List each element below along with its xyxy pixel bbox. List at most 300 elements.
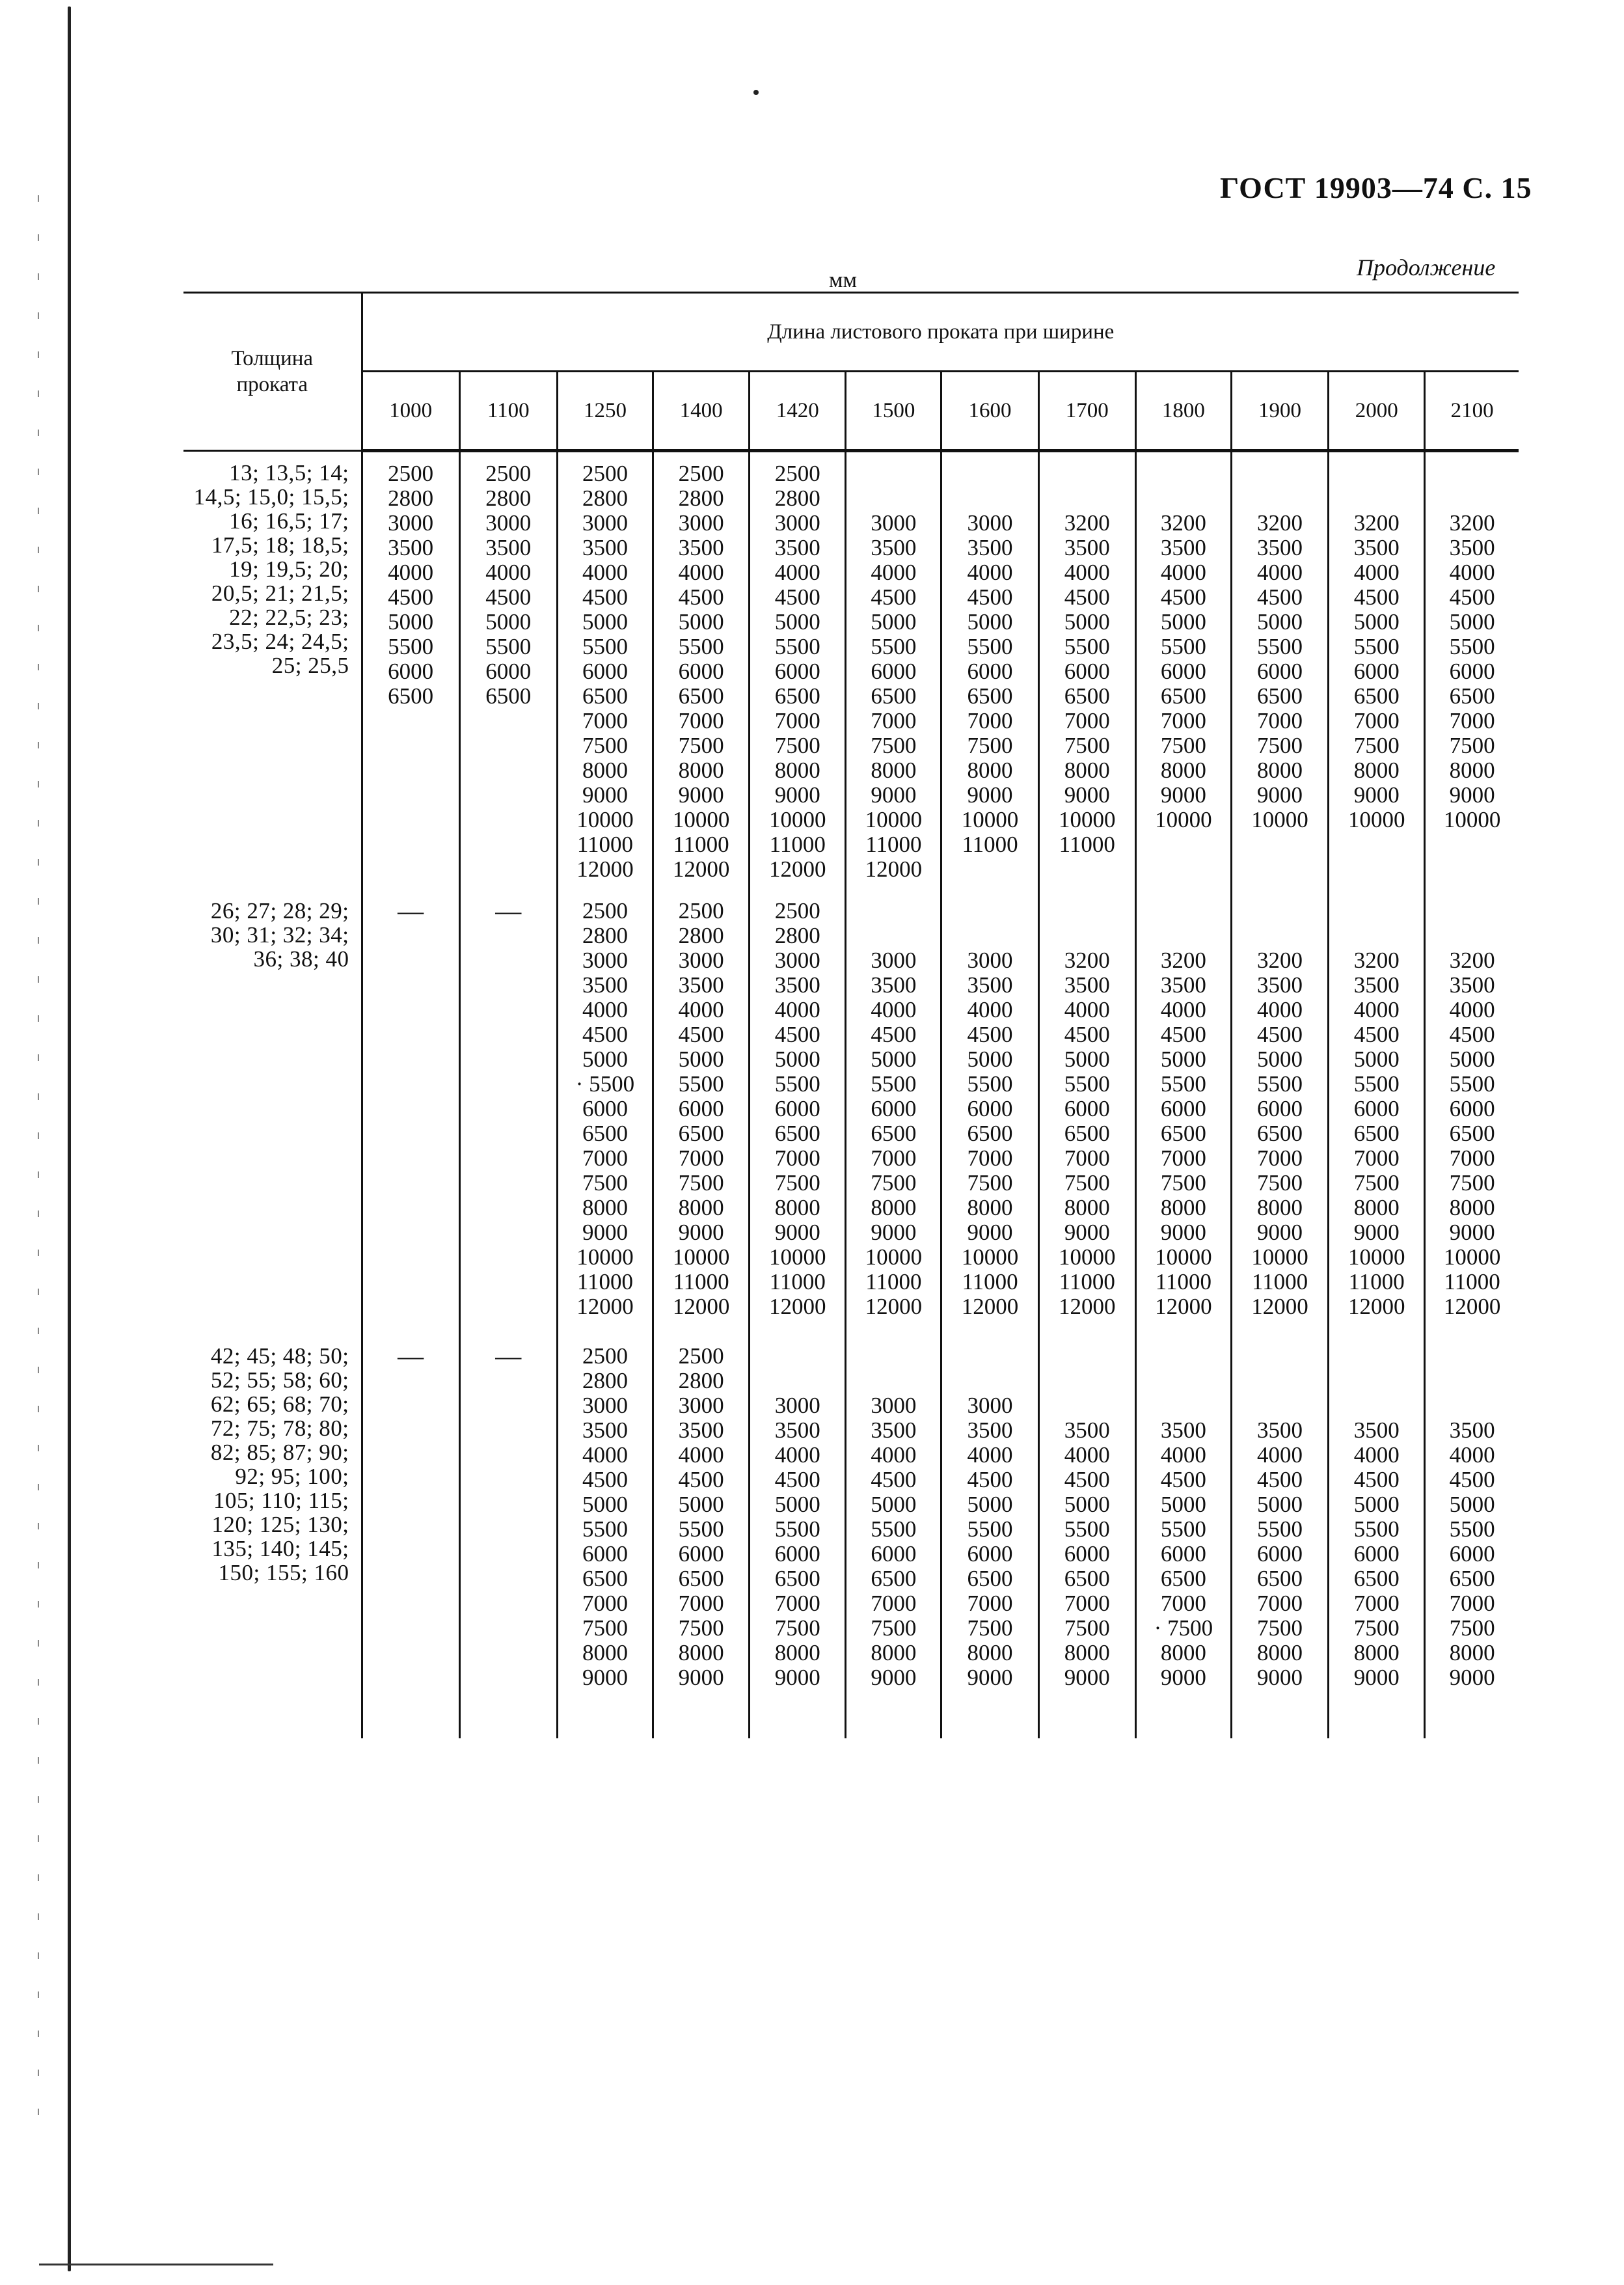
length-cell [1038,1335,1135,1738]
length-value: 5000 [774,1492,820,1517]
length-value: 2500 [582,461,628,486]
length-value: 9000 [582,782,628,808]
length-value: 11000 [1251,1269,1308,1294]
length-value: 4500 [774,584,820,610]
length-value: 5500 [1064,634,1110,659]
scan-dot [753,90,759,95]
length-value: 11000 [769,832,826,857]
length-value: 6000 [1257,1096,1303,1121]
length-value: 5000 [871,1047,917,1072]
length-value [1426,1369,1519,1393]
length-value [1232,1369,1327,1393]
length-value: 9000 [678,782,724,808]
length-value: 10000 [961,1244,1019,1270]
length-value: 4500 [1353,1467,1400,1492]
length-value: 7000 [871,1591,917,1616]
length-value: 4000 [1064,1442,1110,1468]
length-value: 5500 [871,1516,917,1542]
length-value: 7000 [1353,708,1400,733]
length-value: 10000 [865,807,923,832]
thickness-line: 42; 45; 48; 50; [210,1343,349,1369]
length-value: 11000 [865,1269,922,1294]
length-value: 3500 [1064,1417,1110,1443]
length-value: 7000 [1353,1145,1400,1171]
length-value: 5000 [678,1047,724,1072]
length-value [1232,1393,1327,1418]
length-value: 6500 [1160,1121,1206,1146]
thickness-line: 25; 25,5 [271,653,349,678]
length-value: 9000 [1449,782,1495,808]
length-value: 10000 [576,1244,634,1270]
length-value: 6500 [1257,683,1303,709]
length-value: 5000 [1353,609,1400,635]
length-value: 6000 [485,659,532,684]
length-value: 8000 [1257,758,1303,783]
length-value: 4000 [1064,560,1110,585]
length-value: 3500 [1160,972,1206,998]
length-value: 4500 [1064,1022,1110,1047]
length-value: 5500 [774,634,820,659]
length-value: 5500 [678,1516,724,1542]
length-value: 3200 [1064,948,1110,973]
length-value: 12000 [865,1294,923,1319]
length-value: 6000 [582,659,628,684]
length-value: 5500 [774,1516,820,1542]
thickness-line: 19; 19,5; 20; [229,556,349,582]
length-value: 5000 [1449,609,1495,635]
length-value: 6000 [1064,1096,1110,1121]
length-value: 6500 [1160,683,1206,709]
length-value [1137,461,1230,486]
length-value: 4500 [871,584,917,610]
length-value: 4000 [1064,997,1110,1022]
length-value: 4500 [1064,584,1110,610]
length-value: 5000 [485,609,532,635]
length-value: 3000 [774,510,820,536]
length-value: 6000 [967,1541,1013,1567]
length-value: 5000 [1257,609,1303,635]
length-value: 7500 [1449,733,1495,758]
length-value: 7500 [967,1615,1013,1641]
length-value: 6500 [967,683,1013,709]
length-value: 4500 [582,584,628,610]
length-value [1137,899,1230,924]
length-cell [653,1335,750,1738]
length-value: 7500 [1257,1170,1303,1196]
thickness-line: 150; 155; 160 [218,1560,349,1585]
length-value [1040,1393,1135,1418]
length-value: 5000 [1257,1492,1303,1517]
length-value: 4000 [1449,1442,1495,1468]
length-value: 7500 [1353,733,1400,758]
length-value: 7000 [678,708,724,733]
length-value: 5000 [967,1047,1013,1072]
length-value: 3500 [678,972,724,998]
length-value: 9000 [1353,1665,1400,1690]
length-value: 9000 [1353,782,1400,808]
length-value: 6500 [1353,1566,1400,1591]
length-value [942,899,1037,924]
length-value: 7000 [1257,1591,1303,1616]
length-value: 8000 [1160,1640,1206,1665]
length-value: 6000 [1449,1096,1495,1121]
length-value [1329,899,1424,924]
length-value: 9000 [1353,1220,1400,1245]
length-value [1040,899,1135,924]
dash-value: — [495,896,522,925]
length-value: 6000 [1064,1541,1110,1567]
length-value: 5000 [678,609,724,635]
length-value: 6000 [871,1096,917,1121]
length-value [846,924,940,948]
length-value: 3500 [774,972,820,998]
unit-label: мм [829,268,858,292]
length-value: 8000 [582,758,628,783]
length-value: 6000 [967,659,1013,684]
length-value: 4000 [871,560,917,585]
length-value: 7500 [1064,1615,1110,1641]
length-value [942,1344,1037,1369]
length-value: 8000 [678,1195,724,1220]
length-value: 4500 [774,1022,820,1047]
length-value: 12000 [769,1294,826,1319]
length-value: 2500 [678,1343,724,1369]
length-value: 4500 [678,1022,724,1047]
width-header-1500: 1500 [846,372,941,451]
length-cell [1231,451,1328,890]
thickness-cell [183,890,362,1335]
length-value: 5000 [1160,609,1206,635]
length-value: 5500 [871,1071,917,1097]
length-value: 7000 [774,1145,820,1171]
length-value: 11000 [962,1269,1018,1294]
length-value: 5000 [967,1492,1013,1517]
length-value: 6500 [678,1566,724,1591]
length-value: 3200 [1449,510,1495,536]
length-value: 4000 [485,560,532,585]
length-value: 8000 [774,1640,820,1665]
length-value: 9000 [967,782,1013,808]
length-value: · 7500 [1154,1615,1213,1641]
length-value: 11000 [576,1269,634,1294]
thickness-cell [183,1335,362,1738]
length-value: 4500 [582,1467,628,1492]
length-cell [557,451,653,890]
length-value: 9000 [1257,1665,1303,1690]
length-value [1426,461,1519,486]
length-value [846,899,940,924]
length-value: 6000 [1353,1541,1400,1567]
length-value [846,461,940,486]
width-header-row [183,372,1519,451]
width-header-1700: 1700 [1038,372,1135,451]
length-cell [459,1335,557,1738]
length-value: 3000 [678,510,724,536]
page-header: ГОСТ 19903—74 С. 15 [1220,171,1532,204]
length-value: 3000 [388,510,434,536]
length-value: 7500 [871,1615,917,1641]
length-value: 4000 [1160,1442,1206,1468]
length-value: 12000 [1443,1294,1501,1319]
length-value: 10000 [865,1244,923,1270]
length-value: 7000 [1449,1591,1495,1616]
length-value: 3000 [871,510,917,536]
length-value: 3500 [774,535,820,560]
length-cell [1329,1335,1425,1738]
length-value: 8000 [1449,1640,1495,1665]
length-value: 5000 [1064,609,1110,635]
length-value: 5000 [967,609,1013,635]
length-value: 5500 [388,634,434,659]
length-value: 2800 [678,923,724,948]
length-value: 11000 [1444,1269,1500,1294]
length-value: 4000 [871,1442,917,1468]
length-value: 4500 [1160,1467,1206,1492]
length-value: 7500 [678,1615,724,1641]
length-value [1040,1369,1135,1393]
length-value: 8000 [582,1640,628,1665]
length-value: 7500 [967,1170,1013,1196]
length-value: 4000 [678,560,724,585]
length-value: 6500 [1257,1121,1303,1146]
width-header-1800: 1800 [1135,372,1231,451]
length-value: 12000 [576,1294,634,1319]
length-value: 7500 [1449,1615,1495,1641]
length-value: 5500 [871,634,917,659]
length-value: 5000 [1449,1492,1495,1517]
length-value [1329,461,1424,486]
scan-bottom-rule [39,2264,273,2265]
length-value: 9000 [1064,1665,1110,1690]
length-value: 6500 [388,683,434,709]
length-value: 3500 [678,1417,724,1443]
width-header-1420: 1420 [750,372,846,451]
length-value: 9000 [678,1665,724,1690]
length-value: 4500 [967,1022,1013,1047]
length-value: 3000 [582,1393,628,1418]
length-value: 7000 [1449,1145,1495,1171]
length-value: 9000 [774,1220,820,1245]
length-value: 5000 [1257,1047,1303,1072]
length-value [1040,924,1135,948]
length-value: 10000 [1155,807,1212,832]
continuation-label: Продолжение [1357,254,1496,280]
length-value: 4500 [967,1467,1013,1492]
length-value: 7500 [1160,1170,1206,1196]
length-value: 4000 [871,997,917,1022]
length-value: 4000 [774,1442,820,1468]
length-value: 2800 [774,486,820,511]
length-value: 9000 [1449,1665,1495,1690]
length-value: 8000 [1449,1195,1495,1220]
length-value: 6500 [1257,1566,1303,1591]
thickness-header: Толщина проката [183,293,362,451]
length-cell [1425,1335,1519,1738]
length-value: 10000 [672,1244,730,1270]
length-value: 8000 [871,1195,917,1220]
length-value: 10000 [576,807,634,832]
length-value: 5500 [967,1071,1013,1097]
length-value: 6000 [1257,659,1303,684]
length-cell [1425,890,1519,1335]
length-group-header: Длина листового проката при ширине [362,293,1519,372]
length-value: 5500 [485,634,532,659]
length-value: 6500 [1064,1121,1110,1146]
length-value: 6000 [1160,1096,1206,1121]
length-value: 8000 [1257,1640,1303,1665]
length-value: 6500 [1353,683,1400,709]
length-value: 4500 [1160,584,1206,610]
length-value: 5500 [774,1071,820,1097]
length-value: 6500 [774,1121,820,1146]
table-body [183,451,1519,1739]
length-value: 2800 [678,486,724,511]
length-value: 7000 [582,1145,628,1171]
length-value: 7000 [1160,1591,1206,1616]
length-cell [750,451,846,890]
length-value: 3500 [1257,972,1303,998]
length-value: 5500 [1257,1071,1303,1097]
length-value: 7000 [1160,1145,1206,1171]
length-cell [750,890,846,1335]
length-value: 7500 [582,733,628,758]
length-value: 12000 [672,856,730,882]
length-value: 4000 [1353,1442,1400,1468]
length-value: 8000 [1064,1640,1110,1665]
length-value: 3500 [1160,535,1206,560]
length-value [1232,924,1327,948]
length-cell [1231,1335,1328,1738]
length-value: 4500 [1353,1022,1400,1047]
length-value: 10000 [961,807,1019,832]
length-value [1329,486,1424,511]
length-value: 7500 [774,1615,820,1641]
length-cell [750,1335,846,1738]
length-value: 3000 [967,948,1013,973]
length-value: 7000 [1449,708,1495,733]
length-value: 8000 [582,1195,628,1220]
length-value: 3000 [871,948,917,973]
length-value: 3500 [1064,535,1110,560]
dash-value: — [398,1341,424,1371]
table-row [183,451,1519,890]
thickness-line: 17,5; 18; 18,5; [211,532,349,558]
length-value: 6500 [1160,1566,1206,1591]
length-value: 8000 [1064,1195,1110,1220]
dash-value: — [398,896,424,925]
scan-edge-dashes [38,195,39,2148]
length-value: 3000 [967,1393,1013,1418]
length-value [750,1344,845,1369]
length-cell [941,451,1038,890]
length-value: 5500 [1160,1516,1206,1542]
length-value: 12000 [1058,1294,1116,1319]
length-value: 10000 [1443,807,1501,832]
length-value: 7000 [1257,708,1303,733]
length-value: 3500 [582,535,628,560]
length-value: 5000 [1064,1492,1110,1517]
length-value: 6500 [1449,683,1495,709]
length-value: 9000 [774,782,820,808]
length-value: 4500 [871,1467,917,1492]
length-value: 9000 [582,1665,628,1690]
length-value [1232,486,1327,511]
length-value: 6000 [774,659,820,684]
length-value [942,461,1037,486]
length-value: 3500 [871,1417,917,1443]
length-value: 2500 [678,898,724,924]
thickness-line: 135; 140; 145; [211,1536,349,1561]
length-value [1040,486,1135,511]
length-value: 4500 [485,584,532,610]
length-value: 2800 [582,1368,628,1393]
length-value: 12000 [1155,1294,1212,1319]
length-value [942,1369,1037,1393]
length-value: 3000 [774,948,820,973]
length-value: 8000 [1064,758,1110,783]
length-value: 9000 [582,1220,628,1245]
length-value: 7500 [871,733,917,758]
length-value: 6000 [1160,1541,1206,1567]
length-value: 6000 [871,659,917,684]
length-value: 10000 [1155,1244,1212,1270]
length-value: 8000 [1353,1195,1400,1220]
length-value: 10000 [672,807,730,832]
length-value: 3000 [871,1393,917,1418]
length-value: 6000 [388,659,434,684]
length-value: 3200 [1064,510,1110,536]
thickness-line: 13; 13,5; 14; [229,460,349,486]
length-value: 6500 [582,1566,628,1591]
length-value: 9000 [871,1665,917,1690]
length-value [1040,461,1135,486]
length-cell [941,890,1038,1335]
thickness-line: 120; 125; 130; [211,1512,349,1537]
length-value: 7000 [871,708,917,733]
length-value: 6500 [582,683,628,709]
length-value: 4500 [1257,1022,1303,1047]
length-value: 4000 [967,997,1013,1022]
length-cell [557,890,653,1335]
length-value: 9000 [871,782,917,808]
length-value: 4500 [1449,584,1495,610]
length-value: 4500 [1160,1022,1206,1047]
length-value: 11000 [673,1269,729,1294]
length-value: 4000 [1160,997,1206,1022]
length-value: 7000 [871,1145,917,1171]
length-value: 7500 [1257,1615,1303,1641]
length-value: 8000 [967,1195,1013,1220]
length-value [1040,1344,1135,1369]
length-value: 11000 [769,1269,826,1294]
length-value: 6000 [1257,1541,1303,1567]
length-value: 3500 [485,535,532,560]
length-cell [459,890,557,1335]
length-value: 6000 [678,1096,724,1121]
length-value: 10000 [1347,1244,1405,1270]
length-value [1426,924,1519,948]
length-cell [1038,890,1135,1335]
length-value: 3500 [871,972,917,998]
thickness-line: 62; 65; 68; 70; [210,1391,349,1417]
length-value: 12000 [1251,1294,1308,1319]
length-value: 7000 [678,1145,724,1171]
thickness-line: 30; 31; 32; 34; [210,922,349,948]
table-row [183,1335,1519,1738]
length-value: 8000 [871,1640,917,1665]
length-value: 6000 [582,1541,628,1567]
thickness-line: 72; 75; 78; 80; [210,1416,349,1441]
